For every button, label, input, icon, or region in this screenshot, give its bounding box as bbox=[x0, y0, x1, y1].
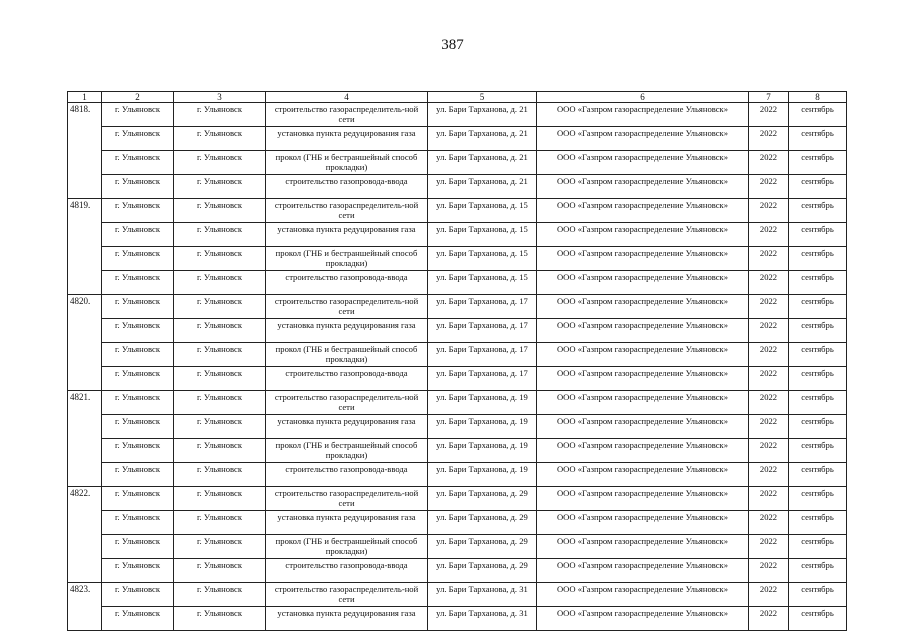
work-type-cell: строительство газораспределитель-ной сети bbox=[266, 583, 428, 607]
locality-cell: г. Ульяновск bbox=[174, 511, 266, 535]
work-type-cell: строительство газораспределитель-ной сети bbox=[266, 199, 428, 223]
address-cell: ул. Бари Тарханова, д. 21 bbox=[428, 151, 537, 175]
col-header-6: 6 bbox=[537, 92, 749, 103]
work-type-cell: прокол (ГНБ и бестраншейный способ прокладки) bbox=[266, 151, 428, 175]
organization-cell: ООО «Газпром газораспределение Ульяновск» bbox=[537, 343, 749, 367]
settlement-cell: г. Ульяновск bbox=[102, 391, 174, 415]
settlement-cell: г. Ульяновск bbox=[102, 583, 174, 607]
organization-cell: ООО «Газпром газораспределение Ульяновск» bbox=[537, 583, 749, 607]
settlement-cell: г. Ульяновск bbox=[102, 223, 174, 247]
table-row bbox=[68, 559, 847, 583]
settlement-cell: г. Ульяновск bbox=[102, 535, 174, 559]
table-body bbox=[68, 103, 847, 631]
table-row bbox=[68, 415, 847, 439]
table-row bbox=[68, 199, 847, 223]
work-type-cell: строительство газопровода-ввода bbox=[266, 367, 428, 391]
year-cell: 2022 bbox=[749, 223, 789, 247]
year-cell: 2022 bbox=[749, 535, 789, 559]
work-type-cell: строительство газораспределитель-ной сети bbox=[266, 295, 428, 319]
organization-cell: ООО «Газпром газораспределение Ульяновск» bbox=[537, 559, 749, 583]
settlement-cell: г. Ульяновск bbox=[102, 247, 174, 271]
month-cell: сентябрь bbox=[789, 295, 847, 319]
table-row bbox=[68, 247, 847, 271]
work-type-cell: прокол (ГНБ и бестраншейный способ прокладки) bbox=[266, 247, 428, 271]
table-row bbox=[68, 607, 847, 631]
organization-cell: ООО «Газпром газораспределение Ульяновск» bbox=[537, 511, 749, 535]
work-type-cell: прокол (ГНБ и бестраншейный способ прокладки) bbox=[266, 343, 428, 367]
address-cell: ул. Бари Тарханова, д. 17 bbox=[428, 295, 537, 319]
settlement-cell: г. Ульяновск bbox=[102, 151, 174, 175]
table-row bbox=[68, 271, 847, 295]
organization-cell: ООО «Газпром газораспределение Ульяновск» bbox=[537, 223, 749, 247]
year-cell: 2022 bbox=[749, 463, 789, 487]
locality-cell: г. Ульяновск bbox=[174, 415, 266, 439]
address-cell: ул. Бари Тарханова, д. 17 bbox=[428, 319, 537, 343]
month-cell: сентябрь bbox=[789, 535, 847, 559]
locality-cell: г. Ульяновск bbox=[174, 223, 266, 247]
address-cell: ул. Бари Тарханова, д. 29 bbox=[428, 559, 537, 583]
settlement-cell: г. Ульяновск bbox=[102, 103, 174, 127]
organization-cell: ООО «Газпром газораспределение Ульяновск» bbox=[537, 271, 749, 295]
month-cell: сентябрь bbox=[789, 343, 847, 367]
month-cell: сентябрь bbox=[789, 559, 847, 583]
work-type-cell: установка пункта редуцирования газа bbox=[266, 415, 428, 439]
month-cell: сентябрь bbox=[789, 103, 847, 127]
work-type-cell: строительство газораспределитель-ной сети bbox=[266, 391, 428, 415]
table-row bbox=[68, 151, 847, 175]
locality-cell: г. Ульяновск bbox=[174, 439, 266, 463]
year-cell: 2022 bbox=[749, 367, 789, 391]
work-type-cell: установка пункта редуцирования газа bbox=[266, 511, 428, 535]
locality-cell: г. Ульяновск bbox=[174, 583, 266, 607]
settlement-cell: г. Ульяновск bbox=[102, 487, 174, 511]
table-row bbox=[68, 583, 847, 607]
organization-cell: ООО «Газпром газораспределение Ульяновск» bbox=[537, 391, 749, 415]
month-cell: сентябрь bbox=[789, 439, 847, 463]
work-type-cell: установка пункта редуцирования газа bbox=[266, 319, 428, 343]
organization-cell: ООО «Газпром газораспределение Ульяновск» bbox=[537, 295, 749, 319]
year-cell: 2022 bbox=[749, 319, 789, 343]
work-type-cell: строительство газораспределитель-ной сети bbox=[266, 103, 428, 127]
col-header-8: 8 bbox=[789, 92, 847, 103]
year-cell: 2022 bbox=[749, 487, 789, 511]
work-type-cell: установка пункта редуцирования газа bbox=[266, 127, 428, 151]
month-cell: сентябрь bbox=[789, 463, 847, 487]
settlement-cell: г. Ульяновск bbox=[102, 175, 174, 199]
settlement-cell: г. Ульяновск bbox=[102, 319, 174, 343]
table-row bbox=[68, 223, 847, 247]
record-number: 4823. bbox=[68, 583, 102, 631]
table-row bbox=[68, 103, 847, 127]
settlement-cell: г. Ульяновск bbox=[102, 607, 174, 631]
organization-cell: ООО «Газпром газораспределение Ульяновск» bbox=[537, 151, 749, 175]
address-cell: ул. Бари Тарханова, д. 15 bbox=[428, 223, 537, 247]
month-cell: сентябрь bbox=[789, 415, 847, 439]
table-row bbox=[68, 127, 847, 151]
address-cell: ул. Бари Тарханова, д. 17 bbox=[428, 367, 537, 391]
locality-cell: г. Ульяновск bbox=[174, 535, 266, 559]
table-row bbox=[68, 439, 847, 463]
year-cell: 2022 bbox=[749, 175, 789, 199]
address-cell: ул. Бари Тарханова, д. 17 bbox=[428, 343, 537, 367]
month-cell: сентябрь bbox=[789, 199, 847, 223]
month-cell: сентябрь bbox=[789, 223, 847, 247]
month-cell: сентябрь bbox=[789, 319, 847, 343]
settlement-cell: г. Ульяновск bbox=[102, 439, 174, 463]
settlement-cell: г. Ульяновск bbox=[102, 295, 174, 319]
month-cell: сентябрь bbox=[789, 391, 847, 415]
locality-cell: г. Ульяновск bbox=[174, 607, 266, 631]
address-cell: ул. Бари Тарханова, д. 29 bbox=[428, 511, 537, 535]
address-cell: ул. Бари Тарханова, д. 21 bbox=[428, 175, 537, 199]
settlement-cell: г. Ульяновск bbox=[102, 271, 174, 295]
work-type-cell: прокол (ГНБ и бестраншейный способ прокладки) bbox=[266, 535, 428, 559]
table-row bbox=[68, 487, 847, 511]
organization-cell: ООО «Газпром газораспределение Ульяновск» bbox=[537, 487, 749, 511]
year-cell: 2022 bbox=[749, 343, 789, 367]
locality-cell: г. Ульяновск bbox=[174, 559, 266, 583]
address-cell: ул. Бари Тарханова, д. 31 bbox=[428, 583, 537, 607]
address-cell: ул. Бари Тарханова, д. 19 bbox=[428, 463, 537, 487]
settlement-cell: г. Ульяновск bbox=[102, 343, 174, 367]
work-type-cell: строительство газопровода-ввода bbox=[266, 271, 428, 295]
organization-cell: ООО «Газпром газораспределение Ульяновск» bbox=[537, 463, 749, 487]
address-cell: ул. Бари Тарханова, д. 29 bbox=[428, 487, 537, 511]
settlement-cell: г. Ульяновск bbox=[102, 559, 174, 583]
month-cell: сентябрь bbox=[789, 271, 847, 295]
locality-cell: г. Ульяновск bbox=[174, 247, 266, 271]
settlement-cell: г. Ульяновск bbox=[102, 511, 174, 535]
year-cell: 2022 bbox=[749, 103, 789, 127]
work-type-cell: установка пункта редуцирования газа bbox=[266, 607, 428, 631]
year-cell: 2022 bbox=[749, 607, 789, 631]
col-header-3: 3 bbox=[174, 92, 266, 103]
month-cell: сентябрь bbox=[789, 127, 847, 151]
record-number: 4821. bbox=[68, 391, 102, 487]
year-cell: 2022 bbox=[749, 295, 789, 319]
locality-cell: г. Ульяновск bbox=[174, 151, 266, 175]
year-cell: 2022 bbox=[749, 199, 789, 223]
locality-cell: г. Ульяновск bbox=[174, 487, 266, 511]
register-table bbox=[67, 91, 847, 631]
table-row bbox=[68, 319, 847, 343]
settlement-cell: г. Ульяновск bbox=[102, 199, 174, 223]
locality-cell: г. Ульяновск bbox=[174, 391, 266, 415]
table-row bbox=[68, 175, 847, 199]
address-cell: ул. Бари Тарханова, д. 15 bbox=[428, 199, 537, 223]
month-cell: сентябрь bbox=[789, 367, 847, 391]
organization-cell: ООО «Газпром газораспределение Ульяновск» bbox=[537, 175, 749, 199]
settlement-cell: г. Ульяновск bbox=[102, 415, 174, 439]
table-row bbox=[68, 343, 847, 367]
organization-cell: ООО «Газпром газораспределение Ульяновск» bbox=[537, 415, 749, 439]
organization-cell: ООО «Газпром газораспределение Ульяновск» bbox=[537, 103, 749, 127]
work-type-cell: прокол (ГНБ и бестраншейный способ прокладки) bbox=[266, 439, 428, 463]
col-header-5: 5 bbox=[428, 92, 537, 103]
col-header-4: 4 bbox=[266, 92, 428, 103]
locality-cell: г. Ульяновск bbox=[174, 343, 266, 367]
month-cell: сентябрь bbox=[789, 487, 847, 511]
year-cell: 2022 bbox=[749, 271, 789, 295]
record-number: 4818. bbox=[68, 103, 102, 199]
locality-cell: г. Ульяновск bbox=[174, 199, 266, 223]
col-header-7: 7 bbox=[749, 92, 789, 103]
year-cell: 2022 bbox=[749, 583, 789, 607]
address-cell: ул. Бари Тарханова, д. 19 bbox=[428, 391, 537, 415]
organization-cell: ООО «Газпром газораспределение Ульяновск» bbox=[537, 439, 749, 463]
locality-cell: г. Ульяновск bbox=[174, 367, 266, 391]
locality-cell: г. Ульяновск bbox=[174, 319, 266, 343]
table-row bbox=[68, 535, 847, 559]
address-cell: ул. Бари Тарханова, д. 21 bbox=[428, 103, 537, 127]
record-number: 4820. bbox=[68, 295, 102, 391]
year-cell: 2022 bbox=[749, 439, 789, 463]
organization-cell: ООО «Газпром газораспределение Ульяновск» bbox=[537, 607, 749, 631]
address-cell: ул. Бари Тарханова, д. 15 bbox=[428, 247, 537, 271]
locality-cell: г. Ульяновск bbox=[174, 175, 266, 199]
year-cell: 2022 bbox=[749, 151, 789, 175]
col-header-2: 2 bbox=[102, 92, 174, 103]
settlement-cell: г. Ульяновск bbox=[102, 127, 174, 151]
locality-cell: г. Ульяновск bbox=[174, 463, 266, 487]
locality-cell: г. Ульяновск bbox=[174, 127, 266, 151]
year-cell: 2022 bbox=[749, 247, 789, 271]
page-number: 387 bbox=[441, 37, 464, 53]
settlement-cell: г. Ульяновск bbox=[102, 367, 174, 391]
locality-cell: г. Ульяновск bbox=[174, 103, 266, 127]
table-row bbox=[68, 295, 847, 319]
month-cell: сентябрь bbox=[789, 511, 847, 535]
year-cell: 2022 bbox=[749, 391, 789, 415]
header-row bbox=[68, 92, 847, 103]
month-cell: сентябрь bbox=[789, 175, 847, 199]
table-row bbox=[68, 367, 847, 391]
work-type-cell: строительство газораспределитель-ной сети bbox=[266, 487, 428, 511]
year-cell: 2022 bbox=[749, 127, 789, 151]
organization-cell: ООО «Газпром газораспределение Ульяновск» bbox=[537, 319, 749, 343]
work-type-cell: установка пункта редуцирования газа bbox=[266, 223, 428, 247]
locality-cell: г. Ульяновск bbox=[174, 295, 266, 319]
address-cell: ул. Бари Тарханова, д. 15 bbox=[428, 271, 537, 295]
organization-cell: ООО «Газпром газораспределение Ульяновск» bbox=[537, 127, 749, 151]
table-row bbox=[68, 391, 847, 415]
record-number: 4822. bbox=[68, 487, 102, 583]
col-header-1: 1 bbox=[68, 92, 102, 103]
table-row bbox=[68, 511, 847, 535]
month-cell: сентябрь bbox=[789, 583, 847, 607]
address-cell: ул. Бари Тарханова, д. 19 bbox=[428, 415, 537, 439]
work-type-cell: строительство газопровода-ввода bbox=[266, 463, 428, 487]
year-cell: 2022 bbox=[749, 559, 789, 583]
month-cell: сентябрь bbox=[789, 247, 847, 271]
work-type-cell: строительство газопровода-ввода bbox=[266, 559, 428, 583]
work-type-cell: строительство газопровода-ввода bbox=[266, 175, 428, 199]
record-number: 4819. bbox=[68, 199, 102, 295]
table-row bbox=[68, 463, 847, 487]
address-cell: ул. Бари Тарханова, д. 29 bbox=[428, 535, 537, 559]
month-cell: сентябрь bbox=[789, 151, 847, 175]
address-cell: ул. Бари Тарханова, д. 21 bbox=[428, 127, 537, 151]
address-cell: ул. Бари Тарханова, д. 19 bbox=[428, 439, 537, 463]
organization-cell: ООО «Газпром газораспределение Ульяновск» bbox=[537, 199, 749, 223]
year-cell: 2022 bbox=[749, 511, 789, 535]
address-cell: ул. Бари Тарханова, д. 31 bbox=[428, 607, 537, 631]
settlement-cell: г. Ульяновск bbox=[102, 463, 174, 487]
locality-cell: г. Ульяновск bbox=[174, 271, 266, 295]
organization-cell: ООО «Газпром газораспределение Ульяновск» bbox=[537, 535, 749, 559]
month-cell: сентябрь bbox=[789, 607, 847, 631]
organization-cell: ООО «Газпром газораспределение Ульяновск» bbox=[537, 367, 749, 391]
year-cell: 2022 bbox=[749, 415, 789, 439]
organization-cell: ООО «Газпром газораспределение Ульяновск» bbox=[537, 247, 749, 271]
